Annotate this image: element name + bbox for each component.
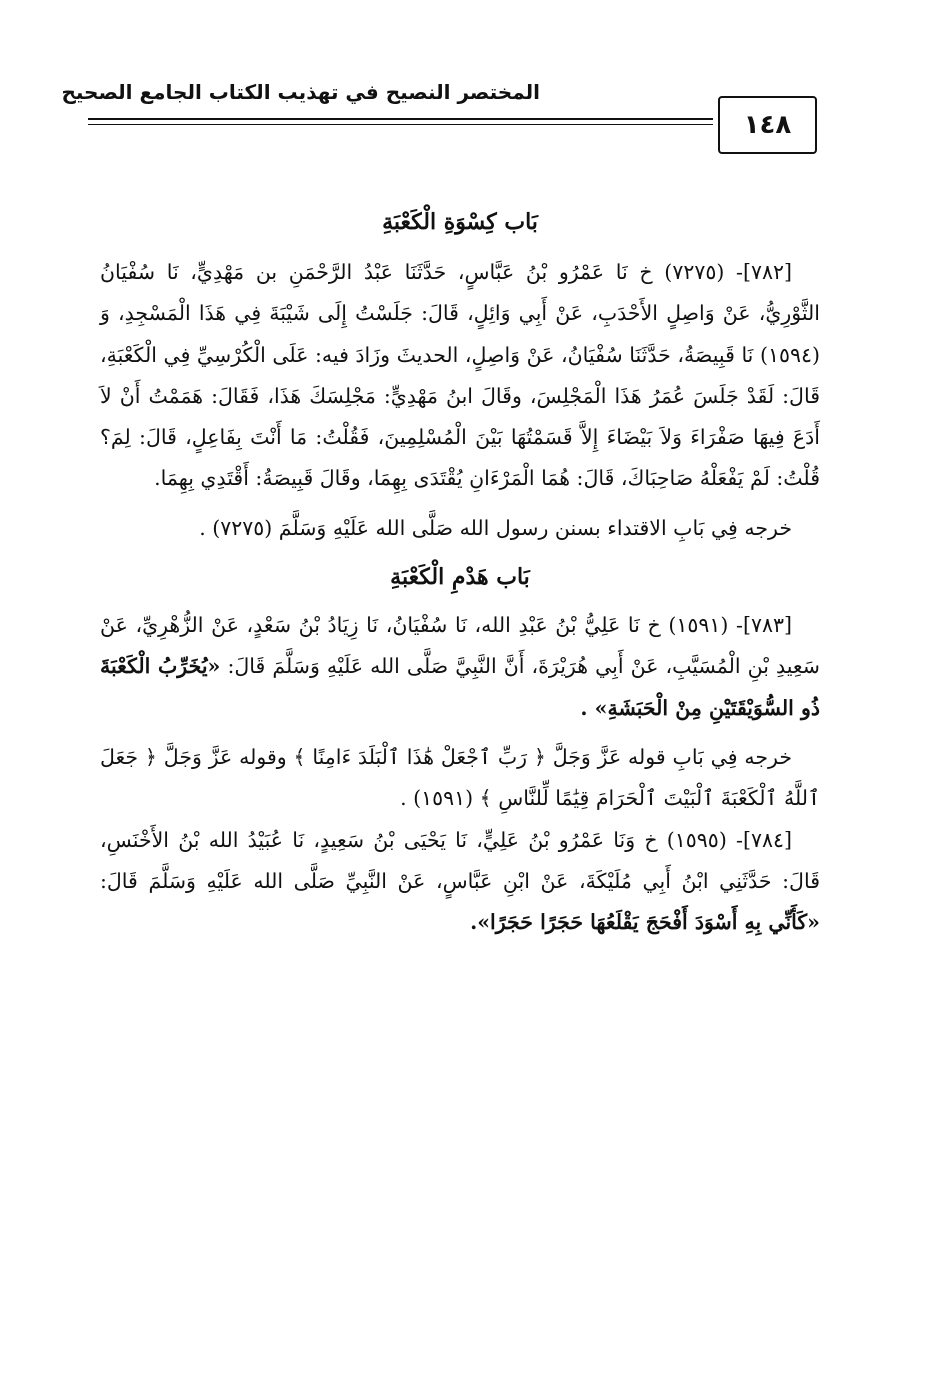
- page-body: [100, 198, 820, 943]
- page-number-box: ١٤٨: [718, 96, 817, 154]
- hadith-782: [100, 252, 820, 500]
- spacer: [100, 729, 820, 737]
- hadith-782-text: [٧٨٢]- (٧٢٧٥) خ نَا عَمْرُو بْنُ عَبَّاسٍ، حَدَّثَنَا عَبْدُ الرَّحْمَنِ بن مَهْدِيٍّ، نَا سُفْيَانُ الثَّوْرِيُّ، عَنْ وَاصِلٍ الأَحْدَبِ، عَنْ أَبِي وَائِلٍ، قَالَ: جَلَسْتُ إِلَى شَيْبَةَ فِي هَذَا الْمَسْجِدِ، وَ (١٥٩٤) نَا قَبِيصَةُ، حَدَّثَنَا سُفْيَانُ، عَنْ وَاصِلٍ، الحديثَ وزَادَ فيه: عَلَى الْكُرْسِيِّ فِي الْكَعْبَةِ، قَالَ: لَقَدْ جَلَسَ عُمَرُ هَذَا الْمَجْلِسَ، وقَالَ ابنُ مَهْدِيٍّ: مَجْلِسَكَ هَذَا، فَقَالَ: هَمَمْتُ أَنْ لاَ أَدَعَ فِيهَا صَفْرَاءَ وَلاَ بَيْضَاءَ إِلاَّ قَسَمْتُهَا بَيْنَ الْمُسْلِمِينَ، فَقُلْتُ: مَا أَنْتَ بِفَاعِلٍ، قَالَ: لِمَ؟ قُلْتُ: لَمْ يَفْعَلْهُ صَاحِبَاكَ، قَالَ: هُمَا الْمَرْءَانِ يُقْتَدَى بِهِمَا، وقَالَ قَبِيصَةُ: أَقْتَدِي بِهِمَا.: [100, 260, 820, 491]
- hadith-783-isnad: [٧٨٣]- (١٥٩١) خ نَا عَلِيُّ بْنُ عَبْدِ الله، نَا سُفْيَانُ، نَا زِيَادُ بْنُ سَعْدٍ، عَنْ الزُّهْرِيِّ، عَنْ سَعِيدِ بْنِ الْمُسَيَّبِ، عَنْ أَبِي هُرَيْرَةَ، أَنَّ النَّبِيَّ صَلَّى الله عَلَيْهِ وَسَلَّمَ قَالَ:: [100, 613, 820, 679]
- takhrij-note-783: [100, 737, 820, 820]
- hadith-783-matn: «يُخَرِّبُ الْكَعْبَةَ ذُو السُّوَيْقَتَيْنِ مِنْ الْحَبَشَةِ» .: [100, 654, 820, 720]
- header-rule-thick: [88, 118, 713, 120]
- running-header-title: المختصر النصيح في تهذيب الكتاب الجامع الصحيح: [61, 80, 540, 104]
- hadith-784-text: [100, 820, 820, 944]
- takhrij-note-782: [100, 508, 820, 549]
- chapter-heading-kaaba-demolition: بَاب هَدْمِ الْكَعْبَةِ: [390, 564, 530, 591]
- takhrij-note-783-text: خرجه فِي بَابِ قوله عَزَّ وَجَلَّ ﴿ رَبِّ ٱجْعَلْ هَٰذَا ٱلْبَلَدَ ءَامِنًا ﴾ وقوله عَزَّ وَجَلَّ ﴿ جَعَلَ ٱللَّهُ ٱلْكَعْبَةَ ٱلْبَيْتَ ٱلْحَرَامَ قِيَٰمًا لِّلنَّاسِ ﴾ (١٥٩١) .: [100, 744, 820, 811]
- chapter-heading-kaaba-covering: بَاب كِسْوَةِ الْكَعْبَةِ: [382, 209, 538, 235]
- hadith-784-isnad: [٧٨٤]- (١٥٩٥) خ وَنَا عَمْرُو بْنُ عَلِيٍّ، نَا يَحْيَى بْنُ سَعِيدٍ، نَا عُبَيْدُ الله بْنُ الأَخْنَسِ، قَالَ: حَدَّثَنِي ابْنُ أَبِي مُلَيْكَةَ، عَنْ ابْنِ عَبَّاسٍ، عَنْ النَّبِيِّ صَلَّى الله عَلَيْهِ وَسَلَّمَ قَالَ:: [100, 827, 820, 893]
- hadith-784: [100, 820, 820, 944]
- header-rule-thin: [88, 124, 713, 125]
- spacer: [100, 500, 820, 508]
- takhrij-note-782-text: خرجه فِي بَابِ الاقتداء بسنن رسول الله صَلَّى الله عَلَيْهِ وَسَلَّمَ (٧٢٧٥) .: [199, 515, 792, 540]
- hadith-783: [100, 605, 820, 729]
- hadith-783-text: [100, 605, 820, 729]
- hadith-784-matn: «كَأَنِّي بِهِ أَسْوَدَ أَفْحَجَ يَقْلَعُهَا حَجَرًا حَجَرًا».: [470, 910, 820, 935]
